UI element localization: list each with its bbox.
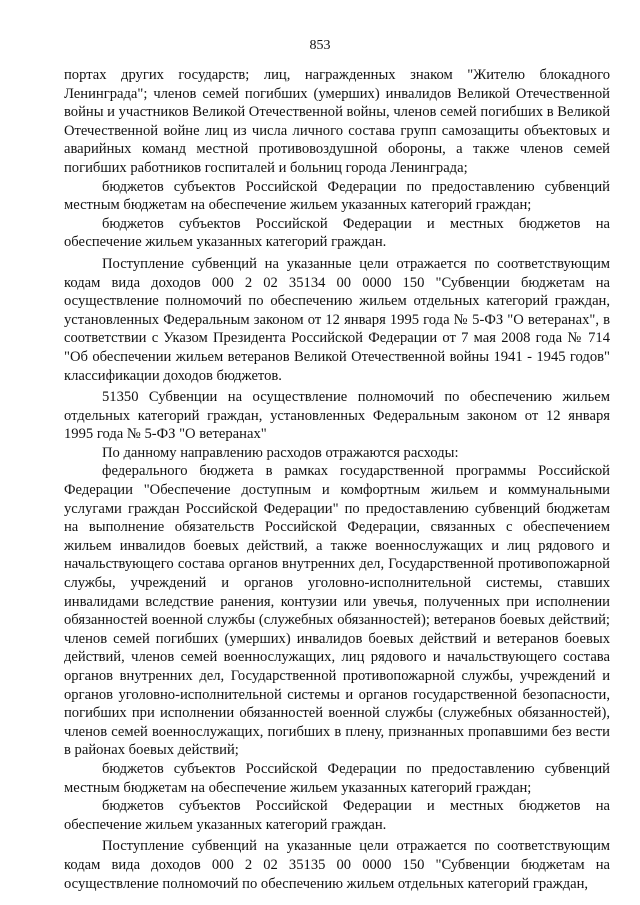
- paragraph-regional-local-budgets-2: бюджетов субъектов Российской Федерации и местных бюджетов на обеспечение жильем указанных категорий граждан.: [64, 798, 610, 833]
- paragraph-income-codes-35135: Поступление субвенций на указанные цели отражается по соответствующим кодам вида доходов 000 2 02 35135 00 0000 150 "Субвенции бюджетам на осуществление полномочий по обеспечению жильем отдельных категорий граждан,: [64, 838, 610, 892]
- paragraph-federal-budget: федерального бюджета в рамках государственной программы Российской Федерации "Обеспечение доступным и комфортным жильем и коммунальными услугами граждан Российской Федерации" по предоставлению субвенций бюджетам на выполнение обязательств Российской Федерации, связанных с обеспечением жильем инвалидов боевых действий, а также военнослужащих и лиц рядового и начальствующего состава органов внутренних дел, Государственной противопожарной службы, учреждений и органов уголовно-исполнительной системы, ставших инвалидами вследствие ранения, контузии или увечья, полученных при исполнении обязанностей военной службы (служебных обязанностей); ветеранов боевых действий; членов семей погибших (умерших) инвалидов боевых действий и ветеранов боевых действий, членов семей военнослужащих, лиц рядового и начальствующего состава органов внутренних дел, Государственной противопожарной службы, учреждений и органов уголовно-исполнительной системы и органов государственной безопасности, погибших при исполнении обязанностей военной службы (служебных обязанностей), членов семей военнослужащих, погибших в плену, признанных пропавшими без вести в районах боевых действий;: [64, 463, 610, 759]
- paragraph-expenses-intro: По данному направлению расходов отражаются расходы:: [102, 444, 459, 461]
- paragraph-income-codes-35134: Поступление субвенций на указанные цели отражается по соответствующим кодам вида доходов 000 2 02 35134 00 0000 150 "Субвенции бюджетам на осуществление полномочий по обеспечению жильем отдельных категорий граждан, установленных Федеральным законом от 12 января 1995 года № 5-ФЗ "О ветеранах", в соответствии с Указом Президента Российской Федерации от 7 мая 2008 года № 714 "Об обеспечении жильем ветеранов Великой Отечественной войны 1941 - 1945 годов" классификации доходов бюджетов.: [64, 255, 610, 384]
- paragraph-continuation: портах других государств; лиц, награжденных знаком "Жителю блокадного Ленинграда"; членов семей погибших (умерших) инвалидов Великой Отечественной войны и участников Великой Отечественной войны, членов семей погибших в Великой Отечественной войне лиц из числа личного состава групп самозащиты объектовых и аварийных команд местной противовоздушной обороны, а также членов семей погибших работников госпиталей и больниц города Ленинграда;: [64, 67, 611, 176]
- paragraph-regional-subventions-2: бюджетов субъектов Российской Федерации по предоставлению субвенций местным бюджетам на обеспечение жильем указанных категорий граждан;: [64, 760, 610, 796]
- paragraph-regional-subventions: бюджетов субъектов Российской Федерации по предоставлению субвенций местным бюджетам на обеспечение жильем указанных категорий граждан;: [64, 178, 610, 214]
- page-number: 853: [309, 38, 331, 53]
- paragraph-section-51350: 51350 Субвенции на осуществление полномочий по обеспечению жильем отдельных категорий граждан, установленных Федеральным законом от 12 января 1995 года № 5-ФЗ "О ветеранах": [64, 389, 610, 443]
- document-body: [64, 66, 610, 893]
- paragraph-regional-local-budgets: бюджетов субъектов Российской Федерации и местных бюджетов на обеспечение жильем указанных категорий граждан.: [64, 215, 610, 251]
